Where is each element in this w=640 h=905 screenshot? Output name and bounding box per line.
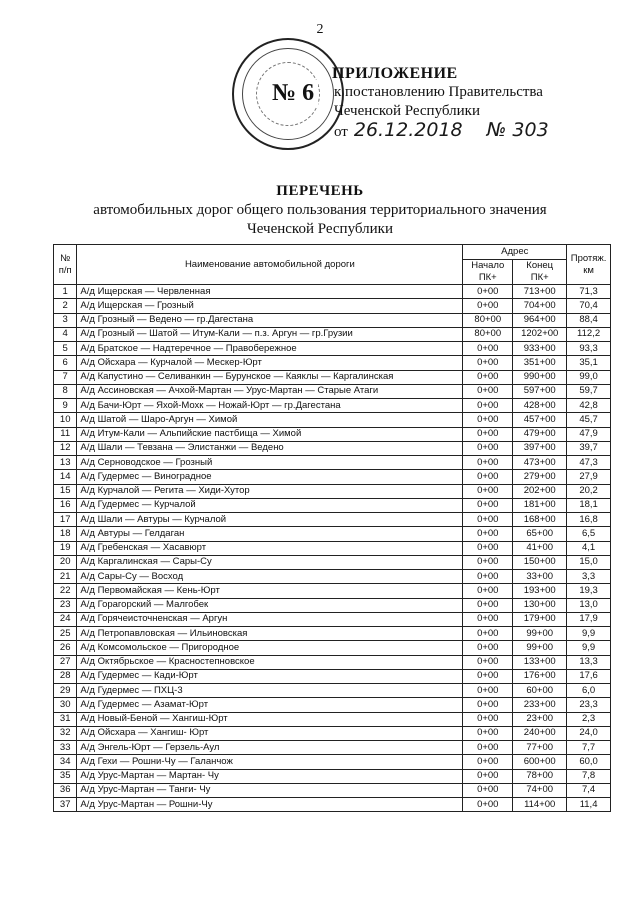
road-name: А/д Петропавловская — Ильиновская [77, 627, 463, 641]
road-name: А/д Ассиновская — Ачхой-Мартан — Урус-Мартан — Старые Атаги [77, 384, 463, 398]
document-header [320, 64, 549, 142]
road-name: А/д Каргалинская — Сары-Су [77, 555, 463, 569]
header-start: Начало ПК+ [463, 260, 513, 285]
length-km: 70,4 [567, 299, 611, 313]
end-pk: 77+00 [513, 741, 567, 755]
end-pk: 74+00 [513, 783, 567, 797]
road-name: А/д Грозный — Ведено — гр.Дагестана [77, 313, 463, 327]
decree-line: к постановлению Правительства [334, 84, 543, 100]
start-pk: 0+00 [463, 399, 513, 413]
row-number: 9 [54, 399, 77, 413]
decree-date: 26.12.2018 [353, 119, 463, 141]
table-row [54, 413, 611, 427]
road-name: А/д Урус-Мартан — Рошни-Чу [77, 798, 463, 812]
row-number: 18 [54, 527, 77, 541]
end-pk: 193+00 [513, 584, 567, 598]
decree-number: 303 [512, 119, 549, 141]
row-number: 34 [54, 755, 77, 769]
end-pk: 202+00 [513, 484, 567, 498]
length-km: 18,1 [567, 498, 611, 512]
table-row [54, 598, 611, 612]
start-pk: 0+00 [463, 427, 513, 441]
number-prefix: № [486, 119, 507, 141]
table-row [54, 755, 611, 769]
table-row [54, 627, 611, 641]
start-pk: 0+00 [463, 470, 513, 484]
length-km: 23,3 [567, 698, 611, 712]
row-number: 29 [54, 684, 77, 698]
length-km: 88,4 [567, 313, 611, 327]
title-line-1: автомобильных дорог общего пользования территориального значения [93, 202, 547, 218]
end-pk: 99+00 [513, 641, 567, 655]
table-row [54, 498, 611, 512]
start-pk: 0+00 [463, 584, 513, 598]
table-row [54, 484, 611, 498]
table-body [54, 285, 611, 812]
end-pk: 179+00 [513, 612, 567, 626]
length-km: 4,1 [567, 541, 611, 555]
length-km: 19,3 [567, 584, 611, 598]
road-name: А/д Комсомольское — Пригородное [77, 641, 463, 655]
road-name: А/д Шатой — Шаро-Аргун — Химой [77, 413, 463, 427]
page-number: 2 [316, 22, 324, 37]
road-name: А/д Гудермес — ПХЦ-3 [77, 684, 463, 698]
end-pk: 240+00 [513, 726, 567, 740]
length-km: 15,0 [567, 555, 611, 569]
end-pk: 168+00 [513, 513, 567, 527]
row-number: 30 [54, 698, 77, 712]
row-number: 15 [54, 484, 77, 498]
end-pk: 150+00 [513, 555, 567, 569]
road-name: А/д Братское — Надтеречное — Правобережное [77, 342, 463, 356]
length-km: 7,4 [567, 783, 611, 797]
start-pk: 0+00 [463, 456, 513, 470]
end-pk: 78+00 [513, 769, 567, 783]
start-pk: 0+00 [463, 712, 513, 726]
start-pk: 0+00 [463, 285, 513, 299]
road-name: А/д Шали — Тевзана — Элистанжи — Ведено [77, 441, 463, 455]
end-pk: 713+00 [513, 285, 567, 299]
road-name: А/д Урус-Мартан — Танги- Чу [77, 783, 463, 797]
start-pk: 0+00 [463, 655, 513, 669]
end-pk: 130+00 [513, 598, 567, 612]
road-name: А/д Гудермес — Курчалой [77, 498, 463, 512]
row-number: 24 [54, 612, 77, 626]
length-km: 99,0 [567, 370, 611, 384]
start-pk: 0+00 [463, 413, 513, 427]
row-number: 35 [54, 769, 77, 783]
start-pk: 0+00 [463, 498, 513, 512]
road-name: А/д Бачи-Юрт — Яхой-Мохк — Ножай-Юрт — гр.Дагестана [77, 399, 463, 413]
table-row [54, 769, 611, 783]
header-num: № п/п [54, 245, 77, 285]
start-pk: 0+00 [463, 541, 513, 555]
republic-line: Чеченской Республики [334, 103, 480, 119]
end-pk: 279+00 [513, 470, 567, 484]
end-pk: 600+00 [513, 755, 567, 769]
title-main: ПЕРЕЧЕНЬ [276, 183, 364, 199]
start-pk: 0+00 [463, 612, 513, 626]
row-number: 26 [54, 641, 77, 655]
row-number: 4 [54, 327, 77, 341]
length-km: 6,0 [567, 684, 611, 698]
start-pk: 0+00 [463, 570, 513, 584]
row-number: 31 [54, 712, 77, 726]
end-pk: 933+00 [513, 342, 567, 356]
row-number: 36 [54, 783, 77, 797]
road-name: А/д Автуры — Гелдаган [77, 527, 463, 541]
start-pk: 0+00 [463, 441, 513, 455]
row-number: 21 [54, 570, 77, 584]
length-km: 60,0 [567, 755, 611, 769]
start-pk: 0+00 [463, 741, 513, 755]
row-number: 16 [54, 498, 77, 512]
start-pk: 0+00 [463, 527, 513, 541]
table-row [54, 612, 611, 626]
row-number: 3 [54, 313, 77, 327]
road-name: А/д Первомайская — Кень-Юрт [77, 584, 463, 598]
end-pk: 704+00 [513, 299, 567, 313]
start-pk: 0+00 [463, 783, 513, 797]
road-name: А/д Урус-Мартан — Мартан- Чу [77, 769, 463, 783]
start-pk: 0+00 [463, 299, 513, 313]
end-pk: 397+00 [513, 441, 567, 455]
start-pk: 0+00 [463, 726, 513, 740]
table-row [54, 783, 611, 797]
length-km: 17,9 [567, 612, 611, 626]
table-row [54, 669, 611, 683]
start-pk: 80+00 [463, 313, 513, 327]
length-km: 20,2 [567, 484, 611, 498]
start-pk: 0+00 [463, 370, 513, 384]
road-name: А/д Капустино — Селиванкин — Бурунское — Каяклы — Каргалинская [77, 370, 463, 384]
table-row [54, 513, 611, 527]
table-row [54, 370, 611, 384]
title-line-2: Чеченской Республики [247, 221, 393, 237]
road-name: А/д Серноводское — Грозный [77, 456, 463, 470]
length-km: 35,1 [567, 356, 611, 370]
road-name: А/д Гехи — Рошни-Чу — Галанчож [77, 755, 463, 769]
table-row [54, 641, 611, 655]
row-number: 37 [54, 798, 77, 812]
end-pk: 99+00 [513, 627, 567, 641]
length-km: 9,9 [567, 641, 611, 655]
header-name: Наименование автомобильной дороги [77, 245, 463, 285]
table-row [54, 399, 611, 413]
road-name: А/д Горагорский — Малгобек [77, 598, 463, 612]
start-pk: 0+00 [463, 641, 513, 655]
length-km: 93,3 [567, 342, 611, 356]
end-pk: 33+00 [513, 570, 567, 584]
table-row [54, 342, 611, 356]
table-row [54, 555, 611, 569]
length-km: 3,3 [567, 570, 611, 584]
table-row [54, 356, 611, 370]
length-km: 27,9 [567, 470, 611, 484]
row-number: 33 [54, 741, 77, 755]
table-row [54, 698, 611, 712]
date-prefix: от [334, 124, 348, 140]
end-pk: 181+00 [513, 498, 567, 512]
end-pk: 473+00 [513, 456, 567, 470]
row-number: 17 [54, 513, 77, 527]
length-km: 71,3 [567, 285, 611, 299]
start-pk: 0+00 [463, 769, 513, 783]
row-number: 2 [54, 299, 77, 313]
table-row [54, 726, 611, 740]
length-km: 7,7 [567, 741, 611, 755]
start-pk: 0+00 [463, 356, 513, 370]
end-pk: 41+00 [513, 541, 567, 555]
table-row [54, 327, 611, 341]
road-name: А/д Новый-Беной — Хангиш-Юрт [77, 712, 463, 726]
start-pk: 0+00 [463, 669, 513, 683]
row-number: 25 [54, 627, 77, 641]
row-number: 10 [54, 413, 77, 427]
start-pk: 80+00 [463, 327, 513, 341]
table-row [54, 655, 611, 669]
roads-table [53, 244, 611, 812]
road-name: А/д Грозный — Шатой — Итум-Кали — п.з. Аргун — гр.Грузии [77, 327, 463, 341]
header-length: Протяж. км [567, 245, 611, 285]
row-number: 23 [54, 598, 77, 612]
start-pk: 0+00 [463, 627, 513, 641]
start-pk: 0+00 [463, 513, 513, 527]
stamp-number: № 6 [268, 80, 318, 107]
end-pk: 990+00 [513, 370, 567, 384]
end-pk: 133+00 [513, 655, 567, 669]
row-number: 8 [54, 384, 77, 398]
length-km: 45,7 [567, 413, 611, 427]
table-row [54, 541, 611, 555]
length-km: 13,3 [567, 655, 611, 669]
row-number: 7 [54, 370, 77, 384]
row-number: 14 [54, 470, 77, 484]
road-name: А/д Гудермес — Азамат-Юрт [77, 698, 463, 712]
annex-label: ПРИЛОЖЕНИЕ [332, 65, 458, 82]
row-number: 32 [54, 726, 77, 740]
road-name: А/д Энгель-Юрт — Герзель-Аул [77, 741, 463, 755]
header-address: Адрес [463, 245, 567, 260]
end-pk: 65+00 [513, 527, 567, 541]
road-name: А/д Сары-Су — Восход [77, 570, 463, 584]
table-row [54, 456, 611, 470]
end-pk: 479+00 [513, 427, 567, 441]
row-number: 22 [54, 584, 77, 598]
row-number: 6 [54, 356, 77, 370]
start-pk: 0+00 [463, 342, 513, 356]
end-pk: 428+00 [513, 399, 567, 413]
length-km: 16,8 [567, 513, 611, 527]
table-row [54, 299, 611, 313]
table-row [54, 427, 611, 441]
start-pk: 0+00 [463, 798, 513, 812]
length-km: 42,8 [567, 399, 611, 413]
road-name: А/д Ищерская — Грозный [77, 299, 463, 313]
road-name: А/д Ойсхара — Хангиш- Юрт [77, 726, 463, 740]
row-number: 13 [54, 456, 77, 470]
length-km: 24,0 [567, 726, 611, 740]
length-km: 6,5 [567, 527, 611, 541]
start-pk: 0+00 [463, 384, 513, 398]
length-km: 11,4 [567, 798, 611, 812]
table-row [54, 527, 611, 541]
road-name: А/д Курчалой — Регита — Хиди-Хутор [77, 484, 463, 498]
end-pk: 176+00 [513, 669, 567, 683]
length-km: 13,0 [567, 598, 611, 612]
road-name: А/д Ойсхара — Курчалой — Мескер-Юрт [77, 356, 463, 370]
row-number: 5 [54, 342, 77, 356]
length-km: 9,9 [567, 627, 611, 641]
date-line [334, 121, 549, 142]
row-number: 11 [54, 427, 77, 441]
table-row [54, 570, 611, 584]
row-number: 27 [54, 655, 77, 669]
road-name: А/д Ищерская — Червленная [77, 285, 463, 299]
table-row [54, 584, 611, 598]
road-name: А/д Горячеисточненская — Аргун [77, 612, 463, 626]
document-title [0, 182, 640, 239]
start-pk: 0+00 [463, 698, 513, 712]
end-pk: 23+00 [513, 712, 567, 726]
end-pk: 964+00 [513, 313, 567, 327]
length-km: 47,9 [567, 427, 611, 441]
start-pk: 0+00 [463, 484, 513, 498]
table-row [54, 384, 611, 398]
length-km: 7,8 [567, 769, 611, 783]
road-name: А/д Октябрьское — Красностепновское [77, 655, 463, 669]
length-km: 17,6 [567, 669, 611, 683]
table-row [54, 285, 611, 299]
start-pk: 0+00 [463, 555, 513, 569]
end-pk: 457+00 [513, 413, 567, 427]
road-name: А/д Гудермес — Кади-Юрт [77, 669, 463, 683]
start-pk: 0+00 [463, 755, 513, 769]
start-pk: 0+00 [463, 684, 513, 698]
road-name: А/д Гудермес — Виноградное [77, 470, 463, 484]
row-number: 28 [54, 669, 77, 683]
end-pk: 233+00 [513, 698, 567, 712]
end-pk: 1202+00 [513, 327, 567, 341]
row-number: 20 [54, 555, 77, 569]
end-pk: 114+00 [513, 798, 567, 812]
road-name: А/д Гребенская — Хасавюрт [77, 541, 463, 555]
table-row [54, 712, 611, 726]
row-number: 1 [54, 285, 77, 299]
table-row [54, 684, 611, 698]
end-pk: 60+00 [513, 684, 567, 698]
row-number: 12 [54, 441, 77, 455]
header-end: Конец ПК+ [513, 260, 567, 285]
length-km: 39,7 [567, 441, 611, 455]
table-row [54, 741, 611, 755]
road-name: А/д Итум-Кали — Альпийские пастбища — Химой [77, 427, 463, 441]
start-pk: 0+00 [463, 598, 513, 612]
row-number: 19 [54, 541, 77, 555]
length-km: 59,7 [567, 384, 611, 398]
end-pk: 351+00 [513, 356, 567, 370]
end-pk: 597+00 [513, 384, 567, 398]
table-row [54, 798, 611, 812]
table-row [54, 441, 611, 455]
length-km: 47,3 [567, 456, 611, 470]
length-km: 112,2 [567, 327, 611, 341]
road-name: А/д Шали — Автуры — Курчалой [77, 513, 463, 527]
table-row [54, 470, 611, 484]
table-row [54, 313, 611, 327]
length-km: 2,3 [567, 712, 611, 726]
